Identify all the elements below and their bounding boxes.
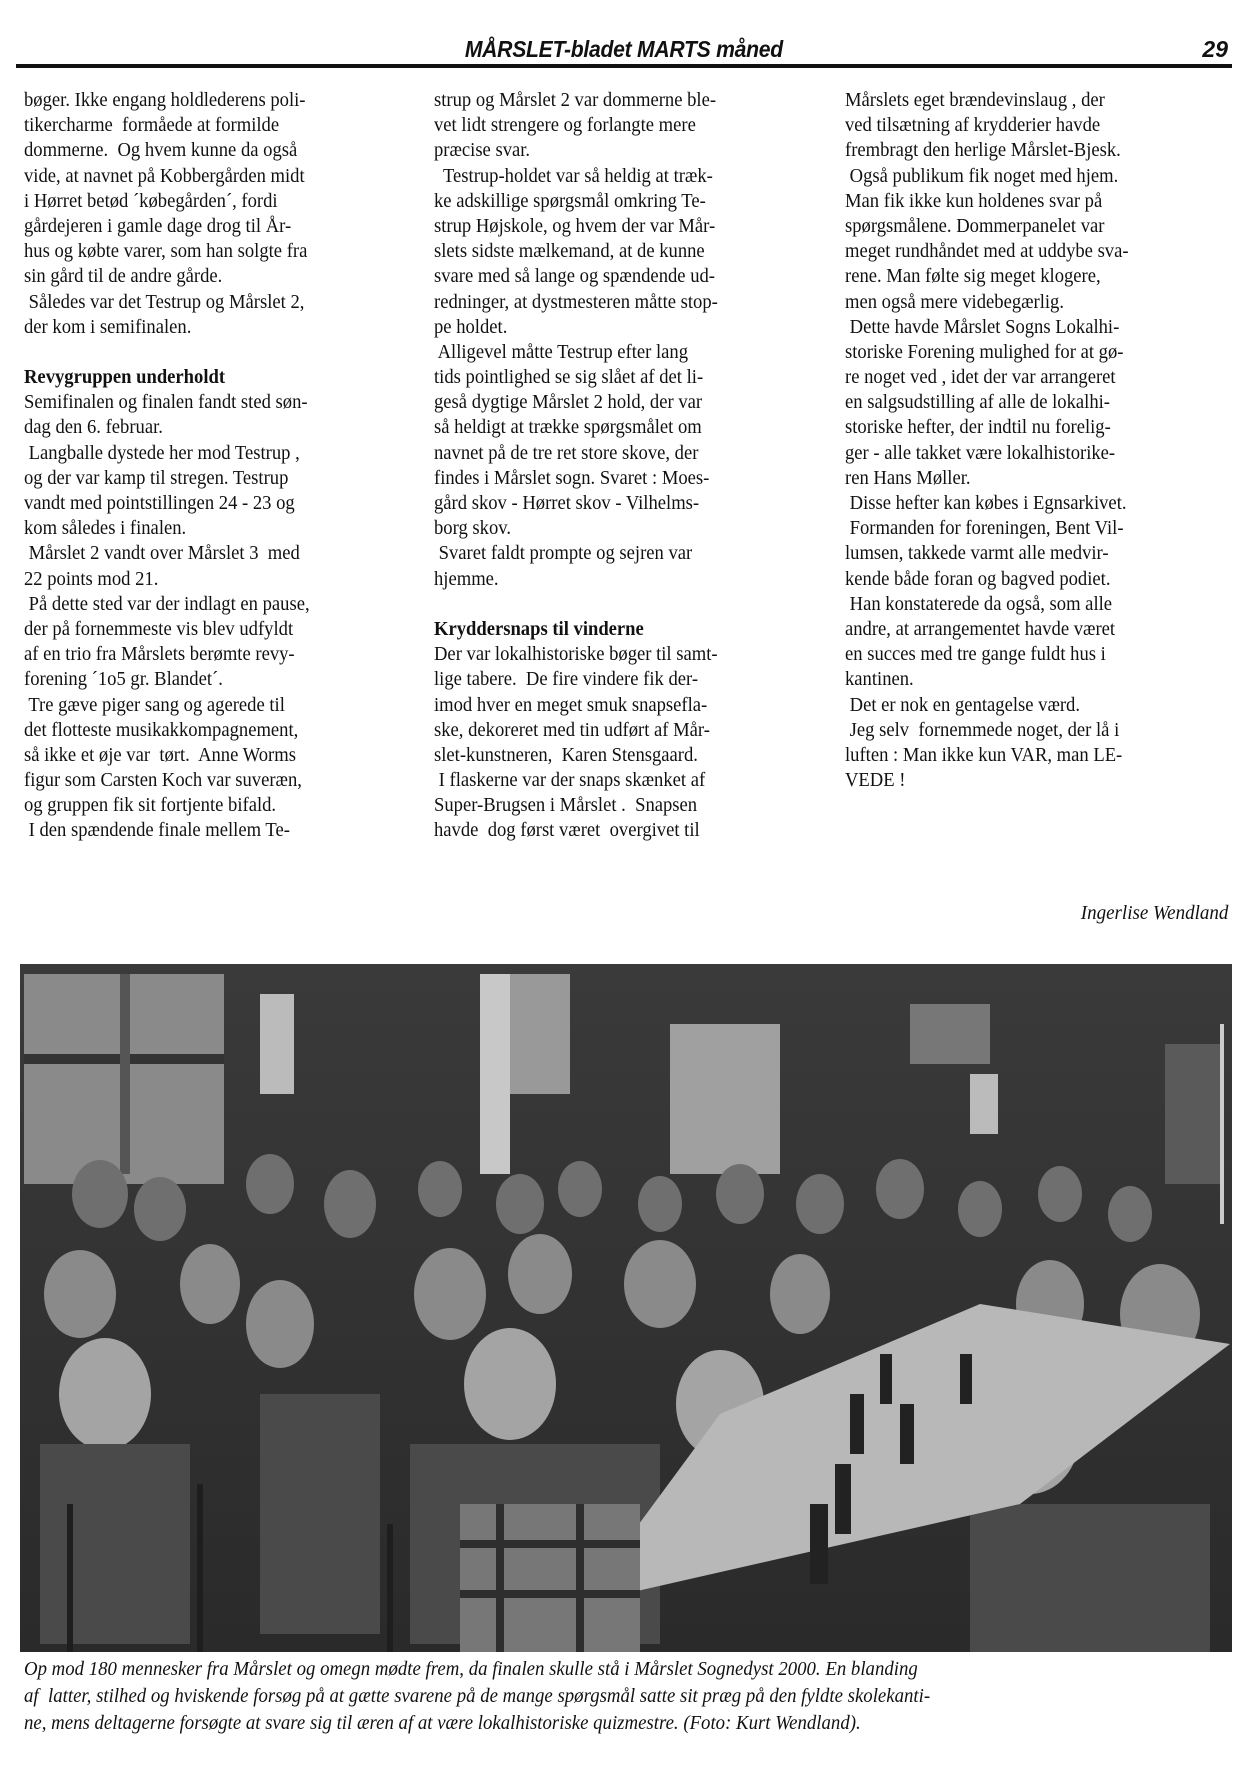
text-line: re noget ved , idet der var arrangeret bbox=[845, 366, 1116, 389]
text-line: Også publikum fik noget med hjem. bbox=[845, 164, 1119, 187]
text-line: der kom i semifinalen. bbox=[24, 315, 192, 338]
text-line: så heldigt at trække spørgsmålet om bbox=[434, 416, 702, 439]
page-number: 29 bbox=[1202, 36, 1228, 62]
text-line: Langballe dystede her mod Testrup , bbox=[24, 441, 300, 464]
text-line: ren Hans Møller. bbox=[845, 466, 971, 489]
text-line: Mårslet 2 vandt over Mårslet 3 med bbox=[24, 542, 300, 565]
text-line: havde dog først været overgivet til bbox=[434, 819, 700, 842]
text-line: Han konstaterede da også, som alle bbox=[845, 592, 1113, 615]
text-line: Super-Brugsen i Mårslet . Snapsen bbox=[434, 794, 698, 817]
text-line: hus og købte varer, som han solgte fra bbox=[24, 240, 308, 263]
text-line: imod hver en meget smuk snapsefla- bbox=[434, 693, 708, 716]
text-line: tikercharme formåede at formilde bbox=[24, 114, 280, 137]
photo-caption bbox=[24, 1656, 1234, 1737]
text-line: ke adskillige spørgsmål omkring Te- bbox=[434, 189, 706, 212]
article-column-right bbox=[845, 88, 1245, 793]
author-signature: Ingerlise Wendland bbox=[1080, 902, 1228, 924]
article-column-middle bbox=[434, 88, 834, 844]
text-line: gård skov - Hørret skov - Vilhelms- bbox=[434, 492, 700, 514]
text-line: der på fornemmeste vis blev udfyldt bbox=[24, 617, 294, 640]
text-line: Semifinalen og finalen fandt sted søn- bbox=[24, 391, 308, 414]
text-line: Dette havde Mårslet Sogns Lokalhi- bbox=[845, 315, 1120, 338]
text-line: og der var kamp til stregen. Testrup bbox=[24, 466, 289, 489]
text-line: sin gård til de andre gårde. bbox=[24, 265, 223, 288]
text-line: kende både foran og bagved podiet. bbox=[845, 567, 1111, 590]
text-line: Der var lokalhistoriske bøger til samt- bbox=[434, 643, 718, 666]
text-line: vet lidt strengere og forlangte mere bbox=[434, 114, 696, 137]
text-line: ske, dekoreret med tin udført af Mår- bbox=[434, 718, 710, 741]
text-line: Mårslets eget brændevinslaug , der bbox=[845, 89, 1105, 111]
event-photo bbox=[20, 964, 1232, 1652]
article-column-left bbox=[24, 88, 424, 844]
text-line: lumsen, takkede varmt alle medvir- bbox=[845, 542, 1109, 565]
text-line: Man fik ikke kun holdenes svar på bbox=[845, 189, 1103, 212]
text-line: forening ´1o5 gr. Blandet´. bbox=[24, 668, 223, 691]
text-line: i Hørret betød ´købegården´, fordi bbox=[24, 189, 278, 212]
caption-line: af latter, stilhed og hviskende forsøg på at gætte svarene på de mange spørgsmål satte sit præg på den fyldte skolekanti- bbox=[24, 1685, 931, 1707]
text-line: præcise svar. bbox=[434, 139, 531, 162]
text-line: VEDE ! bbox=[845, 769, 906, 792]
text-line: ger - alle takket være lokalhistorike- bbox=[845, 441, 1116, 464]
text-line: dommerne. Og hvem kunne da også bbox=[24, 139, 298, 162]
text-line: men også mere videbegærlig. bbox=[845, 290, 1065, 313]
publication-title-text: MÅRSLET-bladet MARTS måned bbox=[464, 36, 784, 62]
section-heading: Revygruppen underholdt bbox=[24, 366, 226, 389]
text-line: Således var det Testrup og Mårslet 2, bbox=[24, 290, 305, 313]
text-line: figur som Carsten Koch var suveræn, bbox=[24, 769, 302, 792]
text-line: kantinen. bbox=[845, 668, 914, 691]
text-line bbox=[434, 592, 806, 617]
text-line: så ikke et øje var tørt. Anne Worms bbox=[24, 743, 296, 766]
text-line: findes i Mårslet sogn. Svaret : Moes- bbox=[434, 466, 710, 489]
text-line: andre, at arrangementet havde været bbox=[845, 617, 1116, 640]
text-line: vide, at navnet på Kobbergården midt bbox=[24, 164, 305, 187]
text-line: meget rundhåndet med at uddybe sva- bbox=[845, 240, 1129, 263]
publication-title bbox=[16, 36, 1232, 63]
header-rule bbox=[16, 64, 1232, 68]
text-line: På dette sted var der indlagt en pause, bbox=[24, 592, 310, 615]
photo-crowd-illustration bbox=[20, 964, 1232, 1652]
text-line: geså dygtige Mårslet 2 hold, der var bbox=[434, 391, 703, 414]
text-line: gårdejeren i gamle dage drog til År- bbox=[24, 214, 292, 237]
text-line: en salgsudstilling af alle de lokalhi- bbox=[845, 391, 1110, 414]
text-line: storiske Forening mulighed for at gø- bbox=[845, 340, 1124, 363]
text-line: I flaskerne var der snaps skænket af bbox=[434, 769, 706, 792]
text-line: redninger, at dystmesteren måtte stop- bbox=[434, 290, 718, 313]
text-line: pe holdet. bbox=[434, 315, 508, 338]
text-line: slet-kunstneren, Karen Stensgaard. bbox=[434, 743, 698, 766]
text-line: det flotteste musikakkompagnement, bbox=[24, 718, 299, 741]
text-line: dag den 6. februar. bbox=[24, 416, 163, 439]
text-line: kom således i finalen. bbox=[24, 517, 187, 540]
text-line: rene. Man følte sig meget klogere, bbox=[845, 265, 1101, 288]
text-line: luften : Man ikke kun VAR, man LE- bbox=[845, 743, 1123, 766]
text-line: Jeg selv fornemmede noget, der lå i bbox=[845, 718, 1120, 741]
text-line: en succes med tre gange fuldt hus i bbox=[845, 643, 1106, 666]
text-line: bøger. Ikke engang holdlederens poli- bbox=[24, 89, 306, 111]
text-line: Testrup-holdet var så heldig at træk- bbox=[434, 164, 713, 187]
text-line bbox=[24, 340, 396, 365]
text-line: hjemme. bbox=[434, 567, 499, 590]
text-line: og gruppen fik sit fortjente bifald. bbox=[24, 794, 277, 817]
text-line: storiske hefter, der indtil nu forelig- bbox=[845, 416, 1111, 439]
caption-line: ne, mens deltagerne forsøgte at svare sig til æren af at være lokalhistoriske quizmestre. (Foto: Kurt Wendland). bbox=[24, 1712, 861, 1734]
text-line: Svaret faldt prompte og sejren var bbox=[434, 542, 693, 565]
text-line: slets sidste mælkemand, at de kunne bbox=[434, 240, 705, 263]
text-line: vandt med pointstillingen 24 - 23 og bbox=[24, 492, 295, 514]
text-line: I den spændende finale mellem Te- bbox=[24, 819, 290, 842]
section-heading: Kryddersnaps til vinderne bbox=[434, 617, 644, 640]
text-line: Formanden for foreningen, Bent Vil- bbox=[845, 517, 1124, 540]
text-line: tids pointlighed se sig slået af det li- bbox=[434, 366, 704, 389]
text-line: Alligevel måtte Testrup efter lang bbox=[434, 340, 689, 363]
text-line: 22 points mod 21. bbox=[24, 567, 159, 590]
text-line: af en trio fra Mårslets berømte revy- bbox=[24, 643, 295, 666]
text-line: Det er nok en gentagelse værd. bbox=[845, 693, 1081, 716]
text-line: strup Højskole, og hvem der var Mår- bbox=[434, 214, 716, 237]
text-line: spørgsmålene. Dommerpanelet var bbox=[845, 214, 1105, 237]
text-line: strup og Mårslet 2 var dommerne ble- bbox=[434, 89, 717, 111]
caption-line: Op mod 180 mennesker fra Mårslet og omegn mødte frem, da finalen skulle stå i Mårslet Sognedyst 2000. En blanding bbox=[24, 1658, 918, 1680]
text-line: Tre gæve piger sang og agerede til bbox=[24, 693, 285, 716]
text-line: svare med så lange og spændende ud- bbox=[434, 265, 715, 288]
text-line: navnet på de tre ret store skove, der bbox=[434, 441, 699, 464]
text-line: Disse hefter kan købes i Egnsarkivet. bbox=[845, 492, 1127, 514]
text-line: ved tilsætning af krydderier havde bbox=[845, 114, 1101, 137]
text-line: borg skov. bbox=[434, 517, 512, 540]
text-line: frembragt den herlige Mårslet-Bjesk. bbox=[845, 139, 1121, 162]
text-line: lige tabere. De fire vindere fik der- bbox=[434, 668, 699, 691]
